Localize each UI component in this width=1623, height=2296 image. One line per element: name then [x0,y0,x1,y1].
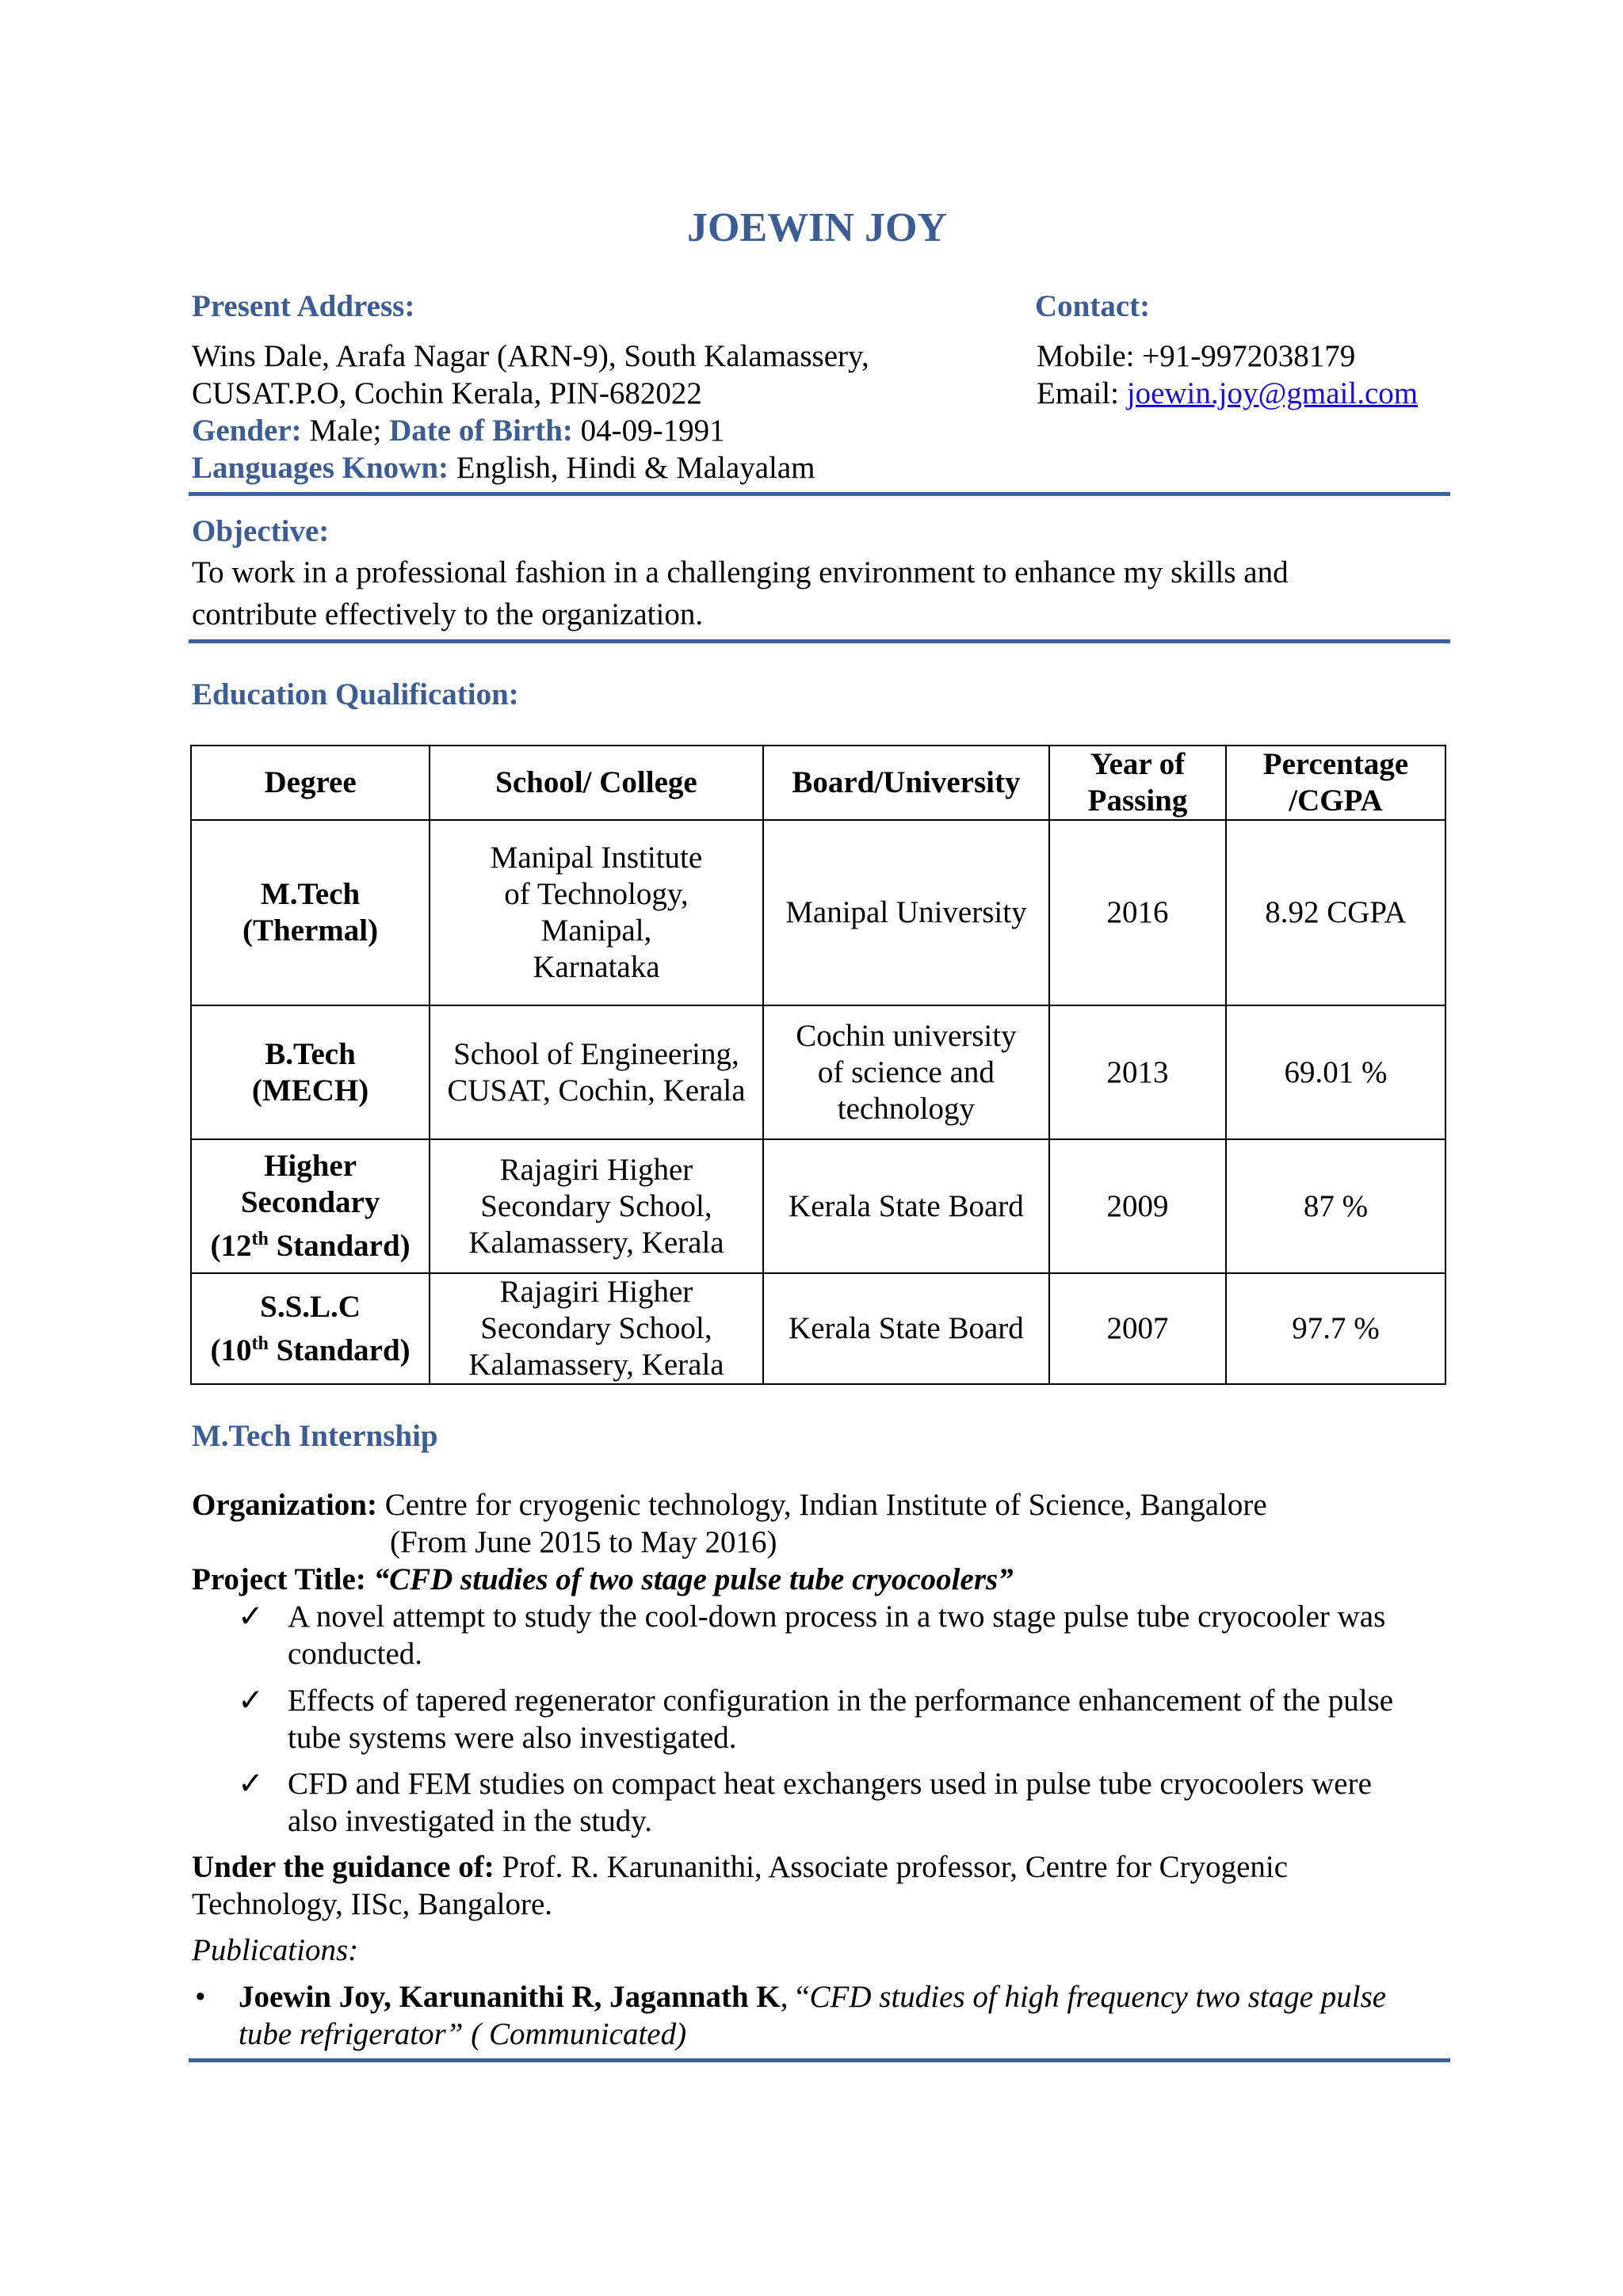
education-heading: Education Qualification: [192,677,519,711]
address-heading: Present Address: [192,289,415,323]
bullet-dot-icon: • [195,1980,206,2014]
guidance-line-2: Technology, IISc, Bangalore. [192,1887,553,1921]
score-cell: 69.01 % [1226,1005,1445,1139]
checkmark-icon: ✓ [238,1684,264,1718]
internship-heading: M.Tech Internship [192,1419,438,1453]
list-item-line: A novel attempt to study the cool-down process in a two stage pulse tube cryocooler was [288,1600,1386,1634]
publication-separator: , “ [780,1980,810,2014]
publication-authors: Joewin Joy, Karunanithi R, Jagannath K [239,1980,781,2014]
languages-value: English, Hindi & Malayalam [456,451,815,485]
school-text: School of Engineering, CUSAT, Cochin, Kerala [447,1036,746,1108]
organization-value: Centre for cryogenic technology, Indian Institute of Science, Bangalore [384,1488,1267,1522]
publication-title: CFD studies of high frequency two stage pulse [809,1980,1387,2014]
table-row [191,1139,1445,1273]
languages-line [192,449,815,486]
internship-duration: (From June 2015 to May 2016) [390,1525,777,1559]
column-header: Board/University [763,746,1049,820]
objective-line-1: To work in a professional fashion in a challenging environment to enhance my skills and [192,555,1289,589]
board-cell: Kerala State Board [763,1139,1049,1273]
year-cell: 2016 [1049,820,1226,1005]
percentage-header-text: Percentage /CGPA [1262,747,1409,818]
degree-cell [191,1139,430,1273]
degree-cell [191,1273,430,1384]
project-title-line [192,1561,1014,1598]
organization-label: Organization: [192,1488,377,1522]
list-item-text [288,1765,1476,1840]
degree-text: M.Tech (Thermal) [242,877,379,948]
school-cell [430,1273,763,1384]
table-row [191,1005,1445,1139]
table-header-row [191,746,1445,820]
column-header: Degree [191,746,430,820]
publication-line-2: tube refrigerator” ( Communicated) [239,2017,687,2051]
list-item-line: CFD and FEM studies on compact heat exchangers used in pulse tube cryocoolers were [288,1767,1372,1801]
contact-heading: Contact: [1035,289,1151,323]
list-item-line: Effects of tapered regenerator configuration in the performance enhancement of the pulse [288,1684,1394,1718]
gender-dob-line [192,412,725,449]
list-item-line: also investigated in the study. [288,1804,652,1838]
table-row [191,820,1445,1005]
section-divider [189,492,1450,496]
school-cell [430,820,763,1005]
address-line-2: CUSAT.P.O, Cochin Kerala, PIN-682022 [192,376,702,410]
degree-text: Higher Secondary (12th Standard) [210,1149,411,1263]
board-text: Cochin university of science and technology [796,1018,1017,1126]
degree-cell [191,1005,430,1139]
dob-value: 04-09-1991 [580,414,725,448]
email-link[interactable]: joewin.joy@gmail.com [1126,376,1419,410]
checkmark-icon: ✓ [238,1767,264,1801]
list-item-text [288,1598,1476,1672]
objective-line-2: contribute effectively to the organization. [192,597,704,631]
languages-label: Languages Known: [192,451,449,485]
guidance-value: Prof. R. Karunanithi, Associate professor, Centre for Cryogenic [502,1850,1289,1884]
guidance-label: Under the guidance of: [192,1850,495,1884]
dob-label: Date of Birth: [389,414,573,448]
school-text: Manipal Institute of Technology, Manipal, Karnataka [490,841,703,984]
degree-text: B.Tech (MECH) [251,1036,369,1108]
score-cell: 97.7 % [1226,1273,1445,1384]
email-label: Email: [1037,376,1119,410]
year-cell: 2009 [1049,1139,1226,1273]
board-cell [763,1005,1049,1139]
score-cell: 87 % [1226,1139,1445,1273]
gender-label: Gender: [192,414,302,448]
address-line-1: Wins Dale, Arafa Nagar (ARN-9), South Kalamassery, [192,339,869,373]
mobile-number: Mobile: +91-9972038179 [1037,339,1356,373]
score-cell: 8.92 CGPA [1226,820,1445,1005]
guidance-line-1 [192,1848,1288,1886]
publications-heading: Publications: [192,1933,359,1967]
degree-text: S.S.L.C (10th Standard) [210,1289,411,1367]
year-cell: 2013 [1049,1005,1226,1139]
objective-heading: Objective: [192,514,330,548]
column-header [1226,746,1445,820]
school-text: Rajagiri Higher Secondary School, Kalamassery, Kerala [468,1275,724,1382]
year-header-text: Year of Passing [1087,747,1188,818]
email-line [1037,375,1418,412]
education-table [190,745,1446,1385]
candidate-name: JOEWIN JOY [687,205,947,250]
list-item-line: conducted. [288,1637,423,1671]
gender-value: Male; [309,414,382,448]
degree-cell [191,820,430,1005]
checkmark-icon: ✓ [238,1600,264,1634]
section-divider [189,639,1450,643]
project-title-value: “CFD studies of two stage pulse tube cryocoolers” [373,1562,1014,1596]
project-title-label: Project Title: [192,1562,366,1596]
section-divider [189,2058,1450,2062]
board-cell: Kerala State Board [763,1273,1049,1384]
publication-line-1 [239,1978,1386,2016]
school-cell [430,1139,763,1273]
school-text: Rajagiri Higher Secondary School, Kalamassery, Kerala [468,1152,724,1260]
column-header [1049,746,1226,820]
school-cell [430,1005,763,1139]
column-header: School/ College [430,746,763,820]
board-cell: Manipal University [763,820,1049,1005]
year-cell: 2007 [1049,1273,1226,1384]
list-item-text [288,1682,1476,1756]
table-row [191,1273,1445,1384]
list-item-line: tube systems were also investigated. [288,1721,737,1755]
organization-line [192,1486,1267,1524]
